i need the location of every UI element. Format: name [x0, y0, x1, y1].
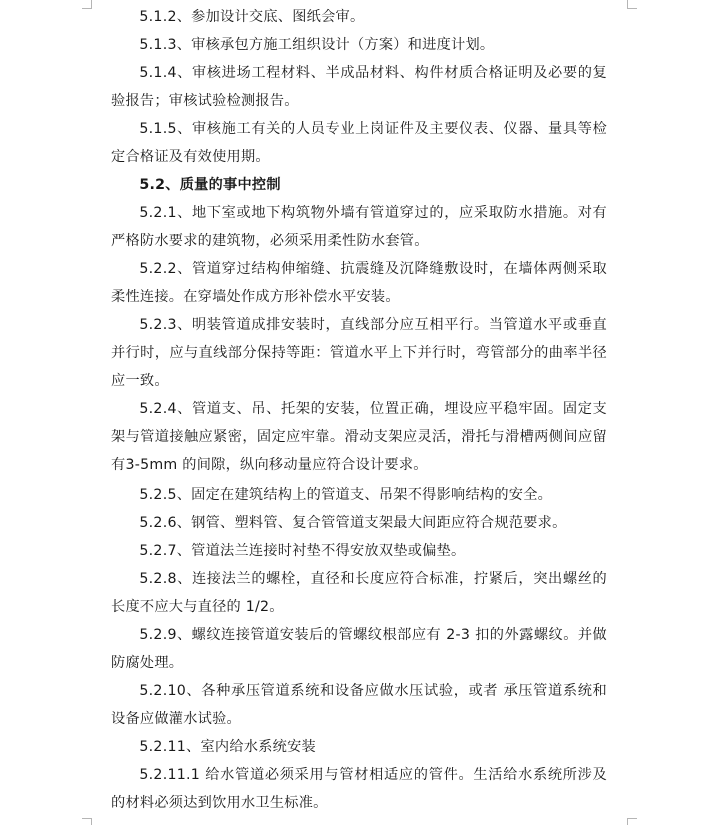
paragraph-5-1-5: 5.1.5、审核施工有关的人员专业上岗证件及主要仪表、仪器、量具等检定合格证及有效使用期。 [111, 121, 607, 165]
paragraph-5-1-4: 5.1.4、审核进场工程材料、半成品材料、构件材质合格证明及必要的复验报告；审核试验检测报告。 [111, 65, 607, 109]
corner-mark-bottom-right-vertical [627, 818, 628, 825]
paragraph-5-2-5: 5.2.5、固定在建筑结构上的管道支、吊架不得影响结构的安全。 [139, 487, 553, 503]
corner-mark-top-right-horizontal [627, 8, 637, 9]
paragraph-5-2-10: 5.2.10、各种承压管道系统和设备应做水压试验，或者 承压管道系统和设备应做灌水试验。 [111, 683, 607, 727]
corner-mark-bottom-right-horizontal [627, 818, 637, 819]
paragraph-5-2-6: 5.2.6、钢管、塑料管、复合管管道支架最大间距应符合规范要求。 [139, 515, 567, 531]
paragraph-5-2-4: 5.2.4、管道支、吊、托架的安装，位置正确，埋设应平稳牢固。固定支架与管道接触应紧密，固定应牢靠。滑动支架应灵活，滑托与滑槽两侧间应留有3-5mm 的间隙，纵向移动量应符合设计要求。 [111, 401, 607, 473]
paragraph-5-2-7: 5.2.7、管道法兰连接时衬垫不得安放双垫或偏垫。 [139, 543, 466, 559]
paragraph-5-1-3: 5.1.3、审核承包方施工组织设计（方案）和进度计划。 [139, 37, 495, 53]
paragraph-5-2-9: 5.2.9、螺纹连接管道安装后的管螺纹根部应有 2-3 扣的外露螺纹。并做防腐处理。 [111, 627, 607, 671]
section-heading-5-2: 5.2、质量的事中控制 [139, 177, 281, 193]
paragraph-5-2-1: 5.2.1、地下室或地下构筑物外墙有管道穿过的，应采取防水措施。对有严格防水要求的建筑物，必须采用柔性防水套管。 [111, 205, 607, 249]
paragraph-5-2-11: 5.2.11、室内给水系统安装 [139, 739, 316, 755]
corner-mark-top-left-horizontal [82, 8, 92, 9]
paragraph-5-2-11-1: 5.2.11.1 给水管道必须采用与管材相适应的管件。生活给水系统所涉及的材料必须达到饮用水卫生标准。 [111, 767, 607, 811]
paragraph-5-2-3: 5.2.3、明装管道成排安装时，直线部分应互相平行。当管道水平或垂直并行时，应与直线部分保持等距：管道水平上下并行时，弯管部分的曲率半径应一致。 [111, 317, 607, 389]
paragraph-5-1-2: 5.1.2、参加设计交底、图纸会审。 [139, 9, 365, 25]
paragraph-5-2-2: 5.2.2、管道穿过结构伸缩缝、抗震缝及沉降缝敷设时，在墙体两侧采取柔性连接。在穿墙处作成方形补偿水平安装。 [111, 261, 607, 305]
corner-mark-bottom-left-vertical [91, 818, 92, 825]
paragraph-5-2-8: 5.2.8、连接法兰的螺栓，直径和长度应符合标准，拧紧后，突出螺丝的长度不应大与直径的 1/2。 [111, 571, 607, 615]
